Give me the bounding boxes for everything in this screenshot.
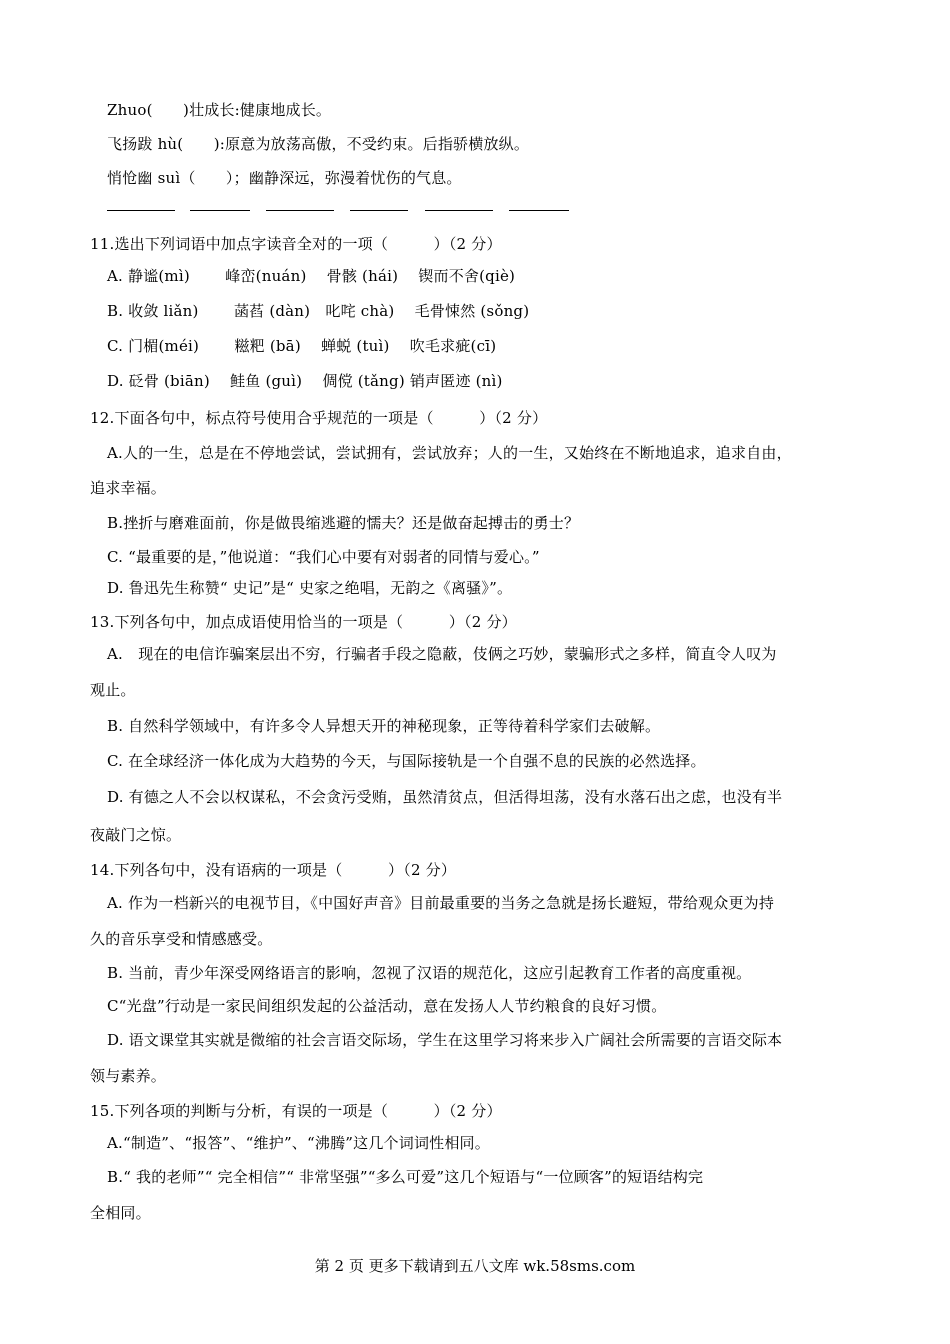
q12-option-a: A.人的一生，总是在不停地尝试，尝试拥有，尝试放弃；人的一生，又始终在不断地追求，追求自由，: [107, 444, 792, 462]
question-13: 13.下列各句中，加点成语使用恰当的一项是（ ）（2 分）: [90, 613, 517, 631]
question-15: 15.下列各项的判断与分析，有误的一项是（ ）（2 分）: [90, 1102, 502, 1120]
answer-blank: [190, 210, 250, 211]
q12-option-c: C. “最重要的是，”他说道：“我们心中要有对弱者的同情与爱心。”: [107, 548, 540, 566]
q13-option-d-cont: 夜敲门之惊。: [90, 826, 182, 844]
q14-option-c: C“光盘”行动是一家民间组织发起的公益活动，意在发扬人人节约粮食的良好习惯。: [107, 997, 667, 1015]
answer-blank: [350, 210, 408, 211]
q14-option-b: B. 当前，青少年深受网络语言的影响，忽视了汉语的规范化，这应引起教育工作者的高度重视。: [107, 964, 752, 982]
answer-blank: [509, 210, 569, 211]
question-11: 11.选出下列词语中加点字读音全对的一项（ ）（2 分）: [90, 235, 502, 253]
answer-blank: [266, 210, 334, 211]
q15-option-b: B.“ 我的老师”“ 完全相信”“ 非常坚强”“多么可爱”这几个短语与“一位顾客”的短语结构完: [107, 1168, 704, 1186]
q14-option-a: A. 作为一档新兴的电视节目，《中国好声音》目前最重要的当务之急就是扬长避短，带给观众更为持: [107, 894, 775, 912]
q11-option-c: C. 门楣(méi) 糍粑 (bā) 蝉蜕 (tuì) 吹毛求疵(cī): [107, 337, 497, 355]
answer-blank: [425, 210, 493, 211]
q13-option-c: C. 在全球经济一体化成为大趋势的今天，与国际接轨是一个自强不息的民族的必然选择。: [107, 752, 706, 770]
page-footer: 第 2 页 更多下载请到五八文库 wk.58sms.com: [314, 1257, 636, 1275]
question-14: 14.下列各句中，没有语病的一项是（ ）（2 分）: [90, 861, 457, 879]
q13-option-d: D. 有德之人不会以权谋私，不会贪污受贿，虽然清贫点，但活得坦荡，没有水落石出之虑，也没有半: [107, 788, 783, 806]
q15-option-a: A.“制造”、“报答”、“维护”、“沸腾”这几个词词性相同。: [107, 1134, 490, 1152]
question-12: 12.下面各句中，标点符号使用合乎规范的一项是（ ）（2 分）: [90, 409, 548, 427]
q11-option-b: B. 收敛 liǎn) 菡萏 (dàn) 叱咤 chà) 毛骨悚然 (sǒng): [107, 302, 530, 320]
q14-option-d-cont: 领与素养。: [90, 1067, 167, 1085]
q14-option-d: D. 语文课堂其实就是微缩的社会言语交际场，学生在这里学习将来步入广阔社会所需要的言语交际本: [107, 1031, 783, 1049]
line-zhuo: Zhuo( )壮成长:健康地成长。: [107, 101, 332, 119]
q15-option-b-cont: 全相同。: [90, 1204, 151, 1222]
line-feiyang: 飞扬跋 hù( ):原意为放荡高傲，不受约束。后指骄横放纵。: [107, 135, 530, 153]
q12-option-b: B.挫折与磨难面前，你是做畏缩逃避的懦夫？还是做奋起搏击的勇士？: [107, 514, 580, 532]
q13-option-b: B. 自然科学领域中，有许多令人异想天开的神秘现象，正等待着科学家们去破解。: [107, 717, 661, 735]
answer-blank: [107, 210, 175, 211]
q13-option-a-cont: 观止。: [90, 681, 136, 699]
q11-option-a: A. 静谧(mì) 峰峦(nuán) 骨骸 (hái) 锲而不舍(qiè): [107, 267, 516, 285]
q14-option-a-cont: 久的音乐享受和情感感受。: [90, 930, 273, 948]
line-qiaochuang: 悄怆幽 suì（ ）；幽静深远，弥漫着忧伤的气息。: [107, 169, 462, 187]
q12-option-a-cont: 追求幸福。: [90, 479, 167, 497]
q12-option-d: D. 鲁迅先生称赞“ 史记”是“ 史家之绝唱，无韵之《离骚》”。: [107, 579, 513, 597]
q11-option-d: D. 砭骨 (biān) 鲑鱼 (guì) 倜傥 (tǎng) 销声匿迹 (nì): [107, 372, 503, 390]
q13-option-a: A. 现在的电信诈骗案层出不穷，行骗者手段之隐蔽，伎俩之巧妙，蒙骗形式之多样，简直令人叹为: [107, 645, 777, 663]
